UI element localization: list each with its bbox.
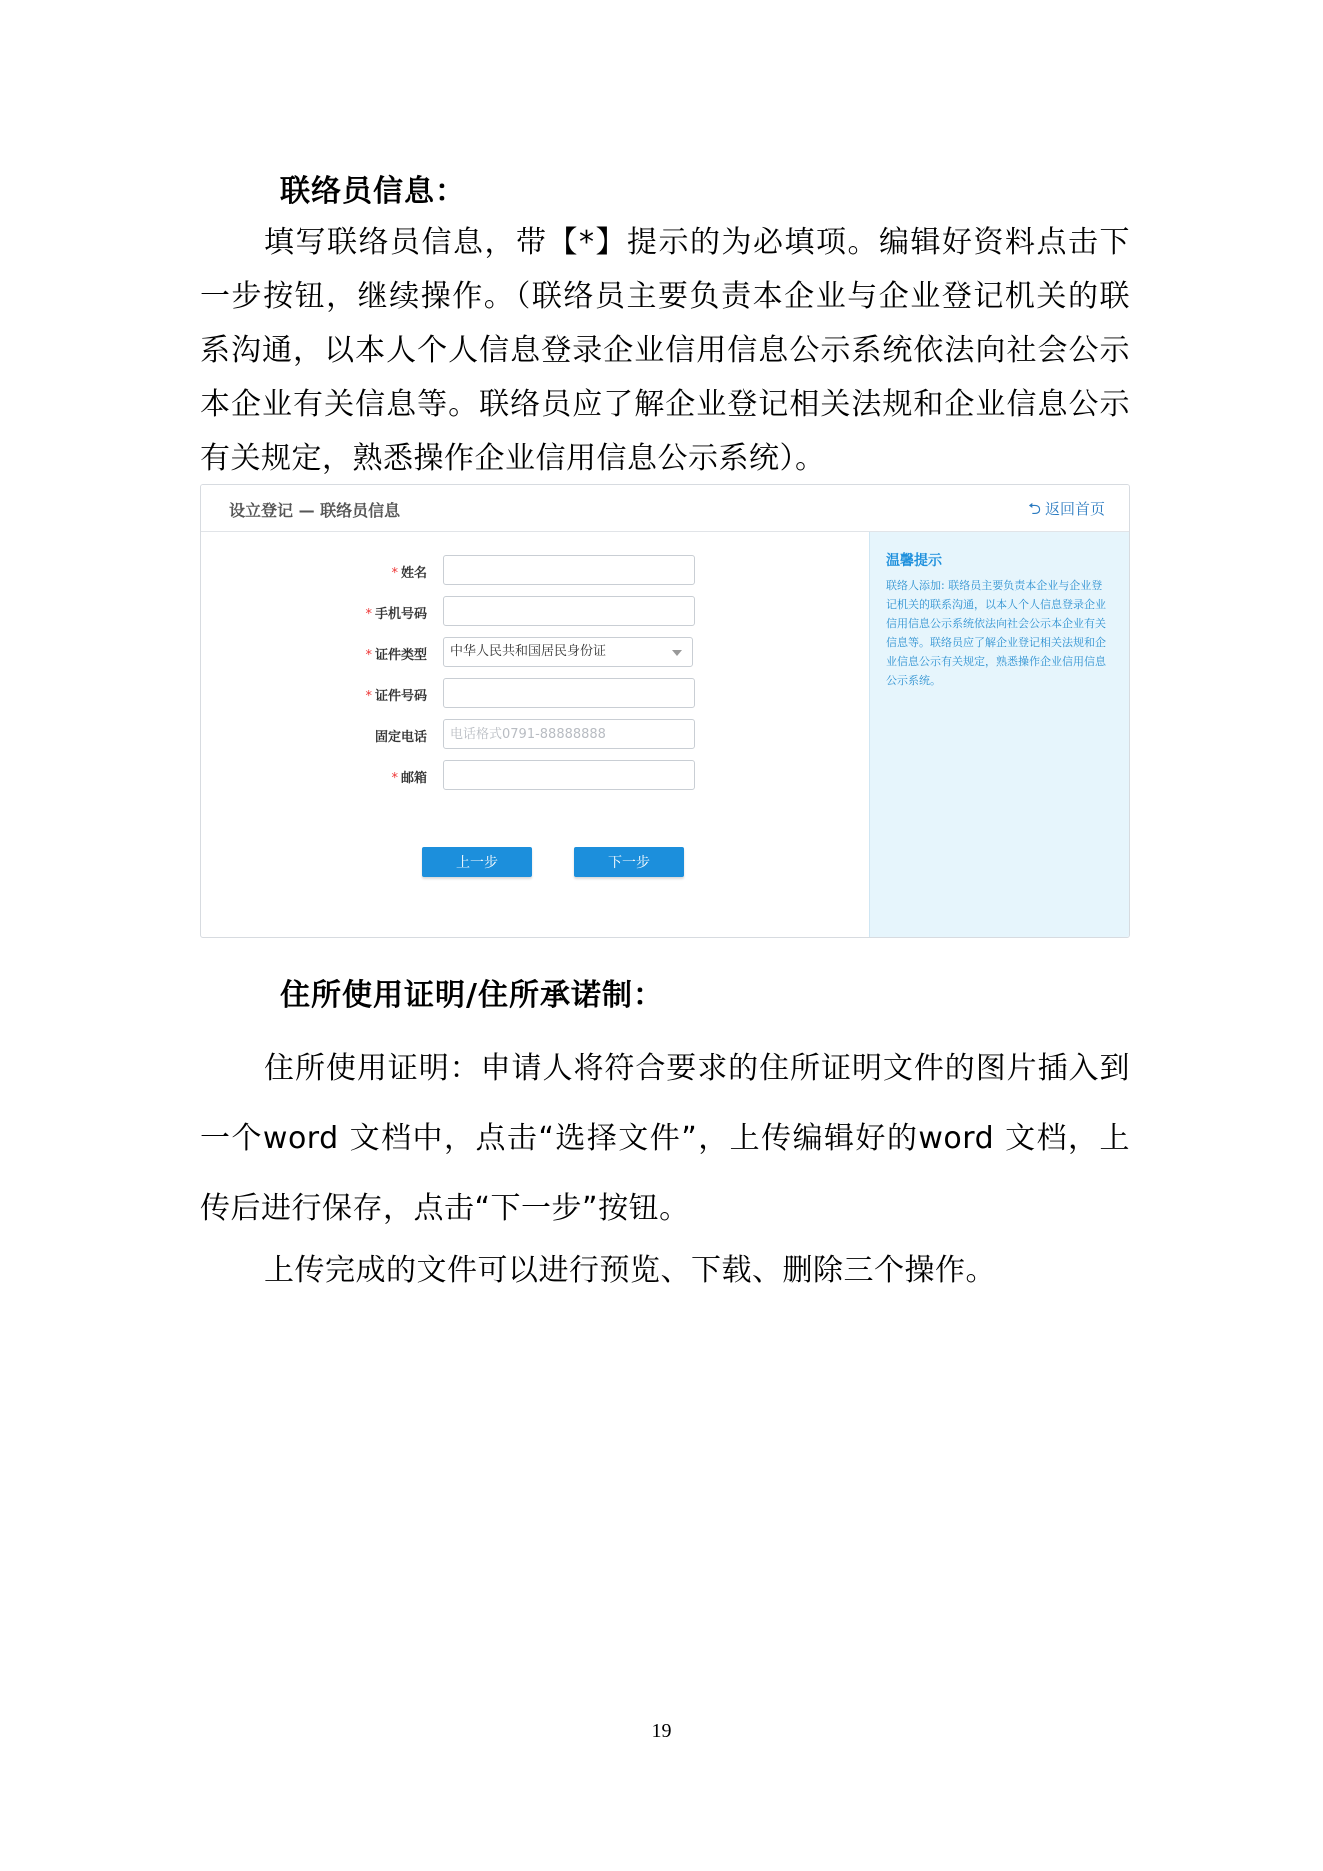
required-mark: * — [391, 771, 398, 786]
form-title: 设立登记 — 联络员信息 — [229, 501, 401, 520]
residence-instructions: 住所使用证明：申请人将符合要求的住所证明文件的图片插入到一个word 文档中，点击“选择文件”，上传编辑好的word 文档，上传后进行保存，点击“下一步”按钮。 — [200, 1051, 1130, 1226]
required-mark: * — [391, 566, 398, 581]
tips-panel — [869, 532, 1130, 937]
required-mark: * — [365, 648, 372, 663]
prev-step-button[interactable]: 上一步 — [422, 847, 532, 877]
email-input[interactable] — [443, 760, 695, 790]
back-home-label: 返回首页 — [1044, 500, 1105, 518]
chevron-down-icon — [672, 650, 682, 656]
name-input[interactable] — [443, 555, 695, 585]
section-heading-residence: 住所使用证明/住所承诺制： — [280, 978, 664, 1013]
required-mark: * — [365, 689, 372, 704]
form-header — [201, 485, 1129, 532]
landline-input[interactable] — [443, 719, 695, 749]
tips-title: 温馨提示 — [886, 553, 942, 569]
phone-input[interactable] — [443, 596, 695, 626]
return-arrow-icon: ⮌ — [1028, 499, 1041, 518]
id-type-label: * 证件类型 — [365, 648, 427, 663]
next-step-button[interactable]: 下一步 — [574, 847, 684, 877]
id-number-label: * 证件号码 — [365, 689, 427, 704]
tips-body: 联络人添加: 联络员主要负责本企业与企业登记机关的联系沟通，以本人个人信息登录企业信用信息公示系统依法向社会公示本企业有关信息等。联络员应了解企业登记相关法规和企业信息公示有关规定，熟悉操作企业信用信息公示系统。 — [886, 579, 1106, 687]
contact-form-screenshot — [200, 484, 1130, 938]
id-type-select[interactable] — [443, 637, 693, 667]
form-row-email — [201, 760, 671, 792]
name-label: * 姓名 — [391, 566, 427, 581]
back-home-link[interactable] — [1028, 498, 1105, 525]
page-number: 19 — [651, 1720, 672, 1742]
form-row-id-type — [201, 637, 671, 669]
form-row-phone — [201, 596, 671, 628]
landline-label: 固定电话 — [374, 730, 427, 745]
id-number-input[interactable] — [443, 678, 695, 708]
form-row-id-number — [201, 678, 671, 710]
email-label: * 邮箱 — [391, 771, 427, 786]
form-row-landline — [201, 719, 671, 751]
upload-operations-note: 上传完成的文件可以进行预览、下载、删除三个操作。 — [264, 1253, 996, 1288]
form-row-name — [201, 555, 671, 587]
contact-instructions: 填写联络员信息，带【*】提示的为必填项。编辑好资料点击下一步按钮，继续操作。（联络员主要负责本企业与企业登记机关的联系沟通，以本人个人信息登录企业信用信息公示系统依法向社会公示本企业有关信息等。联络员应了解企业登记相关法规和企业信息公示有关规定，熟悉操作企业信用信息公示系统）。 — [200, 225, 1130, 476]
id-type-selected: 中华人民共和国居民身份证 — [450, 644, 607, 659]
required-mark: * — [365, 607, 372, 622]
section-heading-contact: 联络员信息： — [280, 174, 466, 209]
phone-label: * 手机号码 — [365, 607, 427, 622]
